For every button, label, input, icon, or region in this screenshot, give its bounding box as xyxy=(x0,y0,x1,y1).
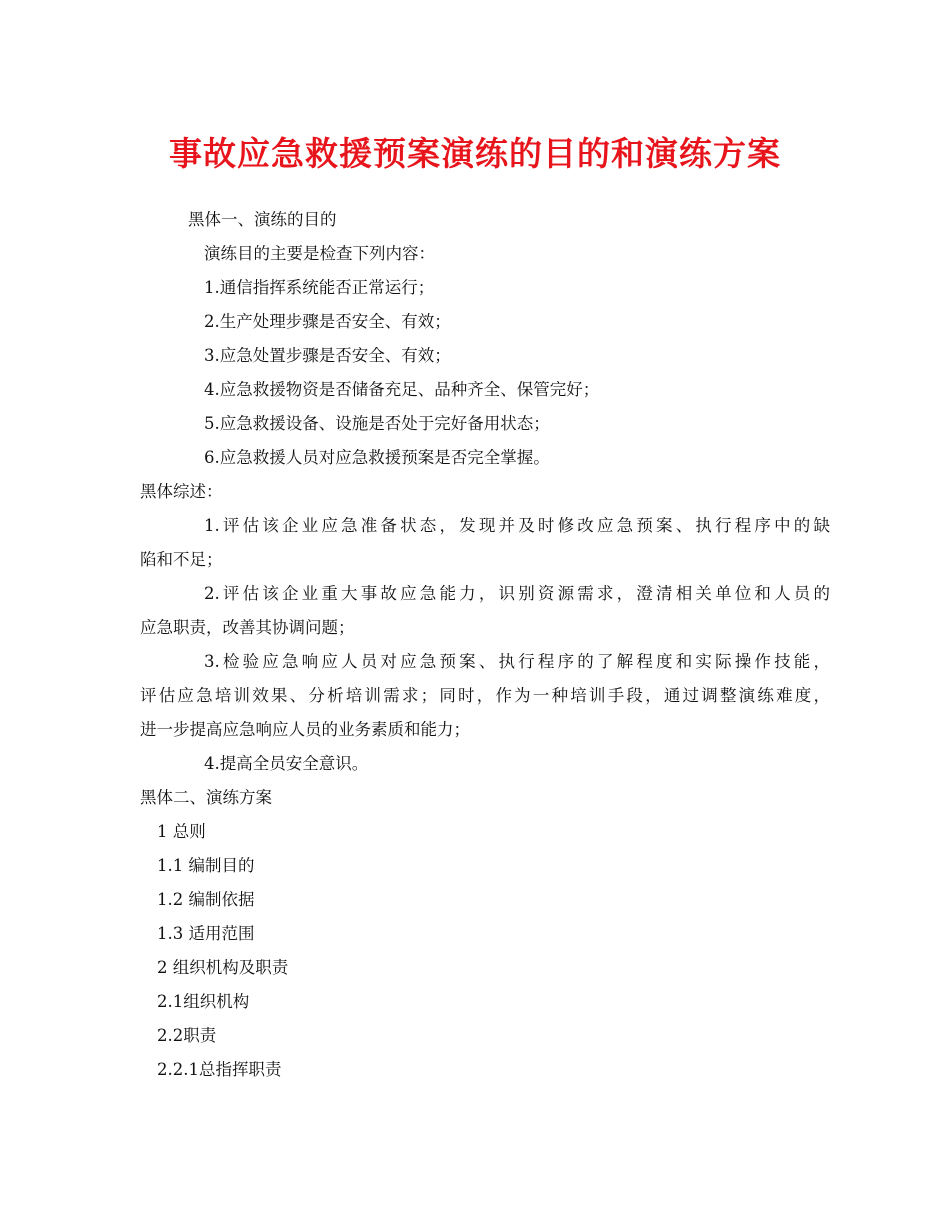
paragraph-line: 4.提高全员安全意识。 xyxy=(204,754,369,773)
paragraph-line: 评估应急培训效果、分析培训需求；同时，作为一种培训手段，通过调整演练难度， xyxy=(140,686,830,705)
document-body xyxy=(140,203,830,1087)
paragraph-line: 2.2.1总指挥职责 xyxy=(157,1060,282,1079)
paragraph-line: 1 总则 xyxy=(157,822,206,841)
paragraph-line: 应急职责，改善其协调问题； xyxy=(140,618,355,637)
document-title: 事故应急救援预案演练的目的和演练方案 xyxy=(169,134,781,173)
paragraph-line: 黑体一、演练的目的 xyxy=(188,210,337,229)
paragraph-line: 陷和不足； xyxy=(140,550,223,569)
paragraph-line: 2 组织机构及职责 xyxy=(157,958,289,977)
paragraph-line: 1.1 编制目的 xyxy=(157,856,255,875)
paragraph-line: 演练目的主要是检查下列内容： xyxy=(204,244,435,263)
paragraph-line: 6.应急救援人员对应急救援预案是否完全掌握。 xyxy=(204,448,550,467)
paragraph-line: 1.评估该企业应急准备状态，发现并及时修改应急预案、执行程序中的缺 xyxy=(204,516,830,535)
paragraph-line: 5.应急救援设备、设施是否处于完好备用状态； xyxy=(204,414,550,433)
paragraph-line: 黑体综述： xyxy=(140,482,223,501)
paragraph-line: 1.通信指挥系统能否正常运行； xyxy=(204,278,435,297)
paragraph-line: 1.3 适用范围 xyxy=(157,924,255,943)
paragraph-line: 黑体二、演练方案 xyxy=(140,788,272,807)
paragraph-line: 2.1组织机构 xyxy=(157,992,250,1011)
paragraph-line: 3.应急处置步骤是否安全、有效； xyxy=(204,346,451,365)
paragraph-line: 4.应急救援物资是否储备充足、品种齐全、保管完好； xyxy=(204,380,600,399)
paragraph-line: 1.2 编制依据 xyxy=(157,890,255,909)
paragraph-line: 进一步提高应急响应人员的业务素质和能力； xyxy=(140,720,470,739)
paragraph-line: 2.2职责 xyxy=(157,1026,217,1045)
paragraph-line: 3.检验应急响应人员对应急预案、执行程序的了解程度和实际操作技能， xyxy=(204,652,830,671)
paragraph-line: 2.生产处理步骤是否安全、有效； xyxy=(204,312,451,331)
paragraph-line: 2.评估该企业重大事故应急能力，识别资源需求，澄清相关单位和人员的 xyxy=(204,584,830,603)
